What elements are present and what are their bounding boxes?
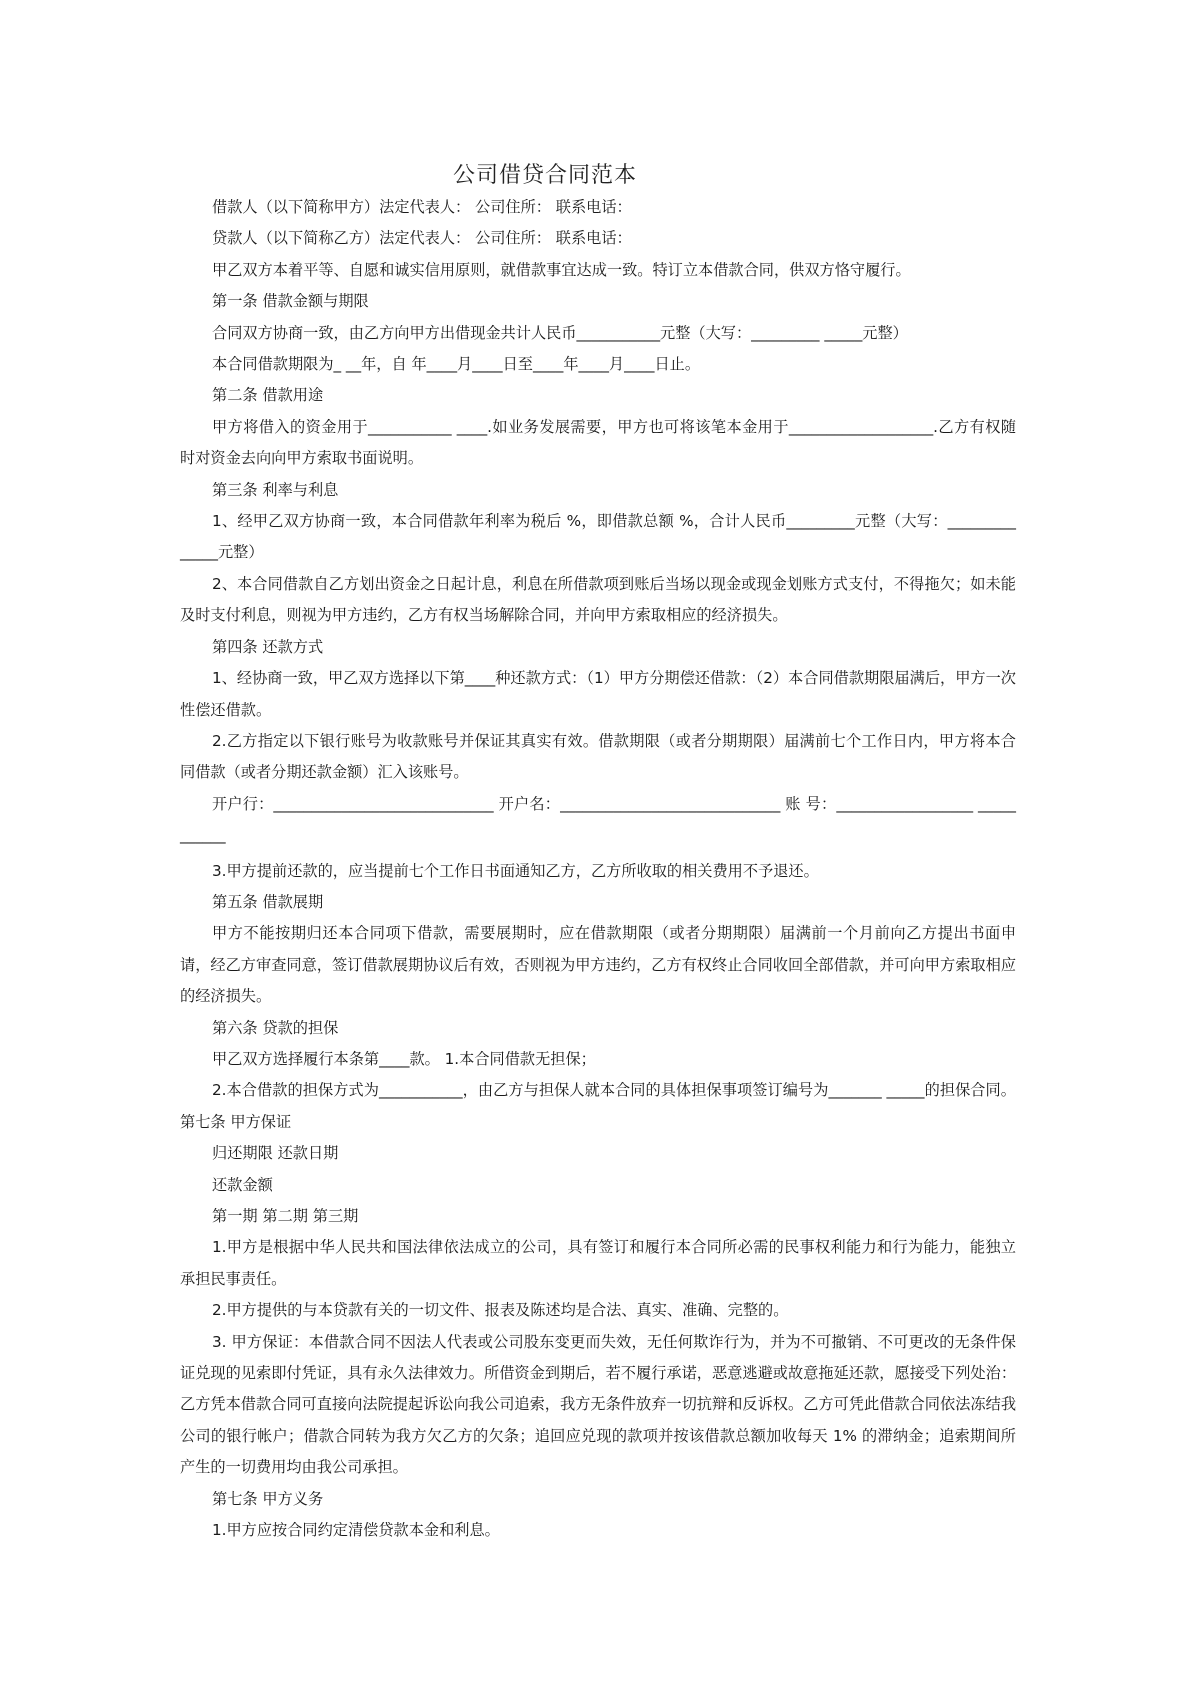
paragraph-early-repayment: 3.甲方提前还款的，应当提前七个工作日书面通知乙方，乙方所收取的相关费用不予退还。 [212,861,819,880]
paragraph-loan-purpose: 甲方将借入的资金用于___________ ____.如业务发展需要，甲方也可将该笔本金用于___________________.乙方有权随时对资金去向向甲方索取书面说明。 [180,417,1016,468]
paragraph-guarantee-choice: 甲乙双方选择履行本条第____款。 1.本合同借款无担保； [212,1049,596,1068]
paragraph-interest-payment: 2、本合同借款自乙方划出资金之日起计息，利息在所借款项到账后当场以现金或现金划账方式支付，不得拖欠；如未能及时支付利息，则视为甲方违约，乙方有权当场解除合同，并向甲方索取相应的经济损失。 [180,574,1016,625]
heading-article-2: 第二条 借款用途 [212,386,324,405]
paragraph-guarantee-method: 2.本合借款的担保方式为___________，由乙方与担保人就本合同的具体担保事项签订编号为_______ _____的担保合同。 第七条 甲方保证 [180,1081,1016,1131]
paragraph-repayment-method: 1、经协商一致，甲乙双方选择以下第____种还款方式：（1）甲方分期偿还借款：（2）本合同借款期限届满后，甲方一次性偿还借款。 [180,669,1016,719]
paragraph-preamble: 甲乙双方本着平等、自愿和诚实信用原则，就借款事宜达成一致。特订立本借款合同，供双方恪守履行。 [212,260,911,279]
heading-article-6: 第六条 贷款的担保 [212,1018,339,1037]
heading-article-7: 第七条 甲方义务 [212,1489,324,1508]
paragraph-lender: 贷款人（以下简称乙方）法定代表人： 公司住所： 联系电话： [212,229,632,248]
heading-article-1: 第一条 借款金额与期限 [212,292,369,311]
paragraph-interest-rate: 1、经甲乙双方协商一致，本合同借款年利率为税后 %，即借款总额 %，合计人民币_________元整（大写：_________ _____元整） [180,512,1016,562]
paragraph-borrower: 借款人（以下简称甲方）法定代表人： 公司住所： 联系电话： [212,198,632,216]
paragraph-bank-account: 2.乙方指定以下银行账号为收款账号并保证其真实有效。借款期限（或者分期期限）届满前七个工作日内，甲方将本合同借款（或者分期还款金额）汇入该账号。 [180,731,1016,782]
paragraph-loan-amount: 合同双方协商一致，由乙方向甲方出借现金共计人民币___________元整（大写：_________ _____元整） [212,323,908,342]
paragraph-obligation-1: 1.甲方应按合同约定清偿贷款本金和利息。 [212,1521,500,1540]
paragraph-repayment-schedule-header: 归还期限 还款日期 [212,1144,339,1163]
paragraph-repayment-amount: 还款金额 [212,1175,273,1194]
paragraph-account-fields: 开户行：_____________________________ 开户名：_____________________________ 账 号：__________________ ___________ [180,794,1016,845]
paragraph-extension: 甲方不能按期归还本合同项下借款，需要展期时，应在借款期限（或者分期期限）届满前一个月前向乙方提出书面申请，经乙方审查同意，签订借款展期协议后有效，否则视为甲方违约，乙方有权终止合同收回全部借款，并可向甲方索取相应的经济损失。 [180,924,1016,1006]
heading-article-5: 第五条 借款展期 [212,892,324,911]
paragraph-warranty-3: 3. 甲方保证：本借款合同不因法人代表或公司股东变更而失效，无任何欺诈行为，并为不可撤销、不可更改的无条件保证兑现的见索即付凭证，具有永久法律效力。所借资金到期后，若不履行承诺，恶意逃避或故意拖延还款，愿接受下列处治：乙方凭本借款合同可直接向法院提起诉讼向我公司追索，我方无条件放弃一切抗辩和反诉权。乙方可凭此借款合同依法冻结我公司的银行帐户；借款合同转为我方欠乙方的欠条；追回应兑现的款项并按该借款总额加收每天 1% 的滞纳金；追索期间所产生的一切费用均由我公司承担。 [180,1332,1016,1477]
paragraph-warranty-2: 2.甲方提供的与本贷款有关的一切文件、报表及陈述均是合法、真实、准确、完整的。 [212,1301,789,1320]
heading-article-3: 第三条 利率与利息 [212,480,339,499]
document-body [180,192,1016,1546]
document-title: 公司借贷合同范本 [452,163,637,188]
paragraph-repayment-periods: 第一期 第二期 第三期 [212,1207,359,1225]
paragraph-warranty-1: 1.甲方是根据中华人民共和国法律依法成立的公司，具有签订和履行本合同所必需的民事权利能力和行为能力，能独立承担民事责任。 [180,1238,1016,1288]
paragraph-loan-term: 本合同借款期限为_ __年，自 年____月____日至____年____月____日止。 [212,355,701,374]
heading-article-4: 第四条 还款方式 [212,637,324,656]
